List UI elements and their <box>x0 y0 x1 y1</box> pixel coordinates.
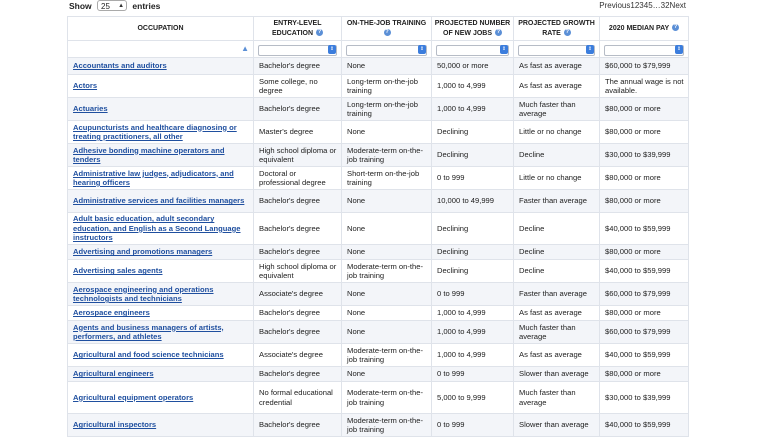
page-length-value: 25 <box>101 2 110 12</box>
training-cell: None <box>342 213 432 245</box>
pager-page-2[interactable]: 2 <box>634 1 640 10</box>
occupation-link[interactable]: Adult basic education, adult secondary education, and English as a Second Language instructors <box>73 214 241 243</box>
pager-page-3[interactable]: 3 <box>639 1 644 10</box>
occupation-cell <box>68 367 254 382</box>
occupation-cell <box>68 245 254 260</box>
filter-cell <box>600 41 689 58</box>
occupation-link[interactable]: Administrative law judges, adjudicators, and hearing officers <box>73 168 234 187</box>
training-cell: Moderate-term on-the-job training <box>342 344 432 367</box>
occupation-cell <box>68 58 254 75</box>
education-cell: Associate's degree <box>254 283 342 306</box>
column-label: ENTRY-LEVEL EDUCATION <box>271 19 322 37</box>
column-header-growth-rate[interactable] <box>514 17 600 41</box>
occupation-link[interactable]: Actuaries <box>73 104 108 114</box>
training-cell: None <box>342 245 432 260</box>
training-cell: None <box>342 283 432 306</box>
pay-cell: $30,000 to $39,999 <box>600 382 689 414</box>
pager-page-4[interactable]: 4 <box>643 1 649 10</box>
education-cell: Bachelor's degree <box>254 245 342 260</box>
table-row <box>68 98 689 121</box>
help-icon[interactable]: ? <box>673 24 678 31</box>
growth-cell: Slower than average <box>514 367 600 382</box>
occupation-link[interactable]: Acupuncturists and healthcare diagnosing or treating practitioners, all other <box>73 122 237 141</box>
table-row <box>68 414 689 437</box>
dropdown-arrows-icon: ⇕ <box>587 46 593 52</box>
training-filter-select[interactable] <box>346 45 427 56</box>
page-length-select[interactable] <box>97 0 127 11</box>
occupation-link[interactable]: Advertising and promotions managers <box>73 247 213 257</box>
filter-cell <box>254 41 342 58</box>
occupation-cell <box>68 167 254 190</box>
help-icon[interactable]: ? <box>565 29 569 36</box>
new-jobs-cell: 10,000 to 49,999 <box>432 190 514 213</box>
pager-page-1[interactable]: 1 <box>630 1 635 10</box>
new-jobs-cell: 1,000 to 4,999 <box>432 344 514 367</box>
pager-ellipsis: … <box>652 1 661 10</box>
growth-cell: Decline <box>514 144 600 167</box>
page-length-control <box>69 1 160 12</box>
pay-filter-select[interactable] <box>604 45 684 56</box>
growth-cell: Faster than average <box>514 190 600 213</box>
growth-cell: Decline <box>514 213 600 245</box>
new-jobs-cell: Declining <box>432 260 514 283</box>
training-cell: None <box>342 121 432 144</box>
dropdown-arrows-icon: ⇕ <box>501 46 507 52</box>
table-row <box>68 382 689 414</box>
pay-cell: $80,000 or more <box>600 167 689 190</box>
dropdown-arrows-icon: ⇕ <box>329 46 335 52</box>
help-icon[interactable]: ? <box>496 29 501 36</box>
table-row <box>68 190 689 213</box>
new-jobs-cell: 1,000 to 4,999 <box>432 98 514 121</box>
pager-previous[interactable]: Previous <box>599 1 631 10</box>
education-cell: Bachelor's degree <box>254 98 342 121</box>
occupation-link[interactable]: Adhesive bonding machine operators and tenders <box>73 145 225 164</box>
education-cell: Bachelor's degree <box>254 414 342 437</box>
select-arrows-icon: ▲ <box>118 3 125 10</box>
table-row <box>68 121 689 144</box>
table-row <box>68 367 689 382</box>
new-jobs-cell: 0 to 999 <box>432 414 514 437</box>
dropdown-arrows-icon: ⇕ <box>676 46 682 52</box>
occupation-link[interactable]: Agricultural engineers <box>73 369 154 379</box>
table-row <box>68 306 689 321</box>
pagination <box>599 1 686 10</box>
pay-cell: $40,000 to $59,999 <box>600 344 689 367</box>
training-cell: Long-term on-the-job training <box>342 75 432 98</box>
education-cell: High school diploma or equivalent <box>254 260 342 283</box>
occupation-link[interactable]: Aerospace engineering and operations technologists and technicians <box>73 284 214 303</box>
education-cell: Associate's degree <box>254 344 342 367</box>
training-cell: None <box>342 306 432 321</box>
training-cell: Moderate-term on-the-job training <box>342 260 432 283</box>
table-row <box>68 75 689 98</box>
column-header-median-pay[interactable] <box>600 17 689 41</box>
pager-page-last[interactable]: 32 <box>660 1 670 10</box>
occupation-cell <box>68 98 254 121</box>
column-header-education[interactable] <box>254 17 342 41</box>
new-jobs-cell: 5,000 to 9,999 <box>432 382 514 414</box>
growth-cell: Little or no change <box>514 121 600 144</box>
pay-cell: $80,000 or more <box>600 367 689 382</box>
growth-cell: As fast as average <box>514 75 600 98</box>
occupation-cell <box>68 144 254 167</box>
growth-cell: Little or no change <box>514 167 600 190</box>
growth-cell: As fast as average <box>514 344 600 367</box>
education-cell: Doctoral or professional degree <box>254 167 342 190</box>
growth-cell: Slower than average <box>514 414 600 437</box>
occupations-table <box>67 16 689 437</box>
table-row <box>68 167 689 190</box>
occupation-cell <box>68 190 254 213</box>
header-row <box>68 17 689 41</box>
new-jobs-cell: 50,000 or more <box>432 58 514 75</box>
help-icon[interactable]: ? <box>385 29 389 36</box>
pay-cell: $80,000 or more <box>600 190 689 213</box>
education-cell: Master's degree <box>254 121 342 144</box>
education-filter-select[interactable] <box>258 45 337 56</box>
growth-cell: As fast as average <box>514 58 600 75</box>
sort-ascending-icon[interactable]: ▲ <box>241 44 249 53</box>
training-cell: None <box>342 321 432 344</box>
new-jobs-cell: 1,000 to 4,999 <box>432 306 514 321</box>
filter-cell <box>342 41 432 58</box>
pay-cell: $80,000 or more <box>600 121 689 144</box>
new-jobs-cell: 0 to 999 <box>432 167 514 190</box>
training-cell: Long-term on-the-job training <box>342 98 432 121</box>
education-cell: Bachelor's degree <box>254 190 342 213</box>
filter-row <box>68 41 689 58</box>
column-label: OCCUPATION <box>137 24 184 32</box>
training-cell: None <box>342 58 432 75</box>
new-jobs-filter-select[interactable] <box>436 45 509 56</box>
show-label: Show <box>69 1 92 11</box>
pay-cell: $30,000 to $39,999 <box>600 144 689 167</box>
occupation-link[interactable]: Agents and business managers of artists, performers, and athletes <box>73 322 224 341</box>
table-row <box>68 283 689 306</box>
occupation-cell <box>68 382 254 414</box>
occupation-cell <box>68 213 254 245</box>
pay-cell: $40,000 to $59,999 <box>600 414 689 437</box>
table-row <box>68 58 689 75</box>
occupation-cell <box>68 283 254 306</box>
table-row <box>68 321 689 344</box>
education-cell: Bachelor's degree <box>254 58 342 75</box>
filter-cell <box>514 41 600 58</box>
growth-cell: Much faster than average <box>514 321 600 344</box>
growth-cell: As fast as average <box>514 306 600 321</box>
new-jobs-cell: Declining <box>432 245 514 260</box>
growth-cell: Decline <box>514 260 600 283</box>
occupation-link[interactable]: Aerospace engineers <box>73 308 150 318</box>
table-row <box>68 344 689 367</box>
occupation-cell <box>68 75 254 98</box>
table-row <box>68 144 689 167</box>
education-cell: Bachelor's degree <box>254 306 342 321</box>
education-cell: Bachelor's degree <box>254 367 342 382</box>
occupation-link[interactable]: Agricultural equipment operators <box>73 392 194 402</box>
column-label: PROJECTED GROWTH RATE <box>518 19 595 37</box>
column-label: ON-THE-JOB TRAINING <box>346 19 427 27</box>
training-cell: Short-term on-the-job training <box>342 167 432 190</box>
table-row <box>68 245 689 260</box>
column-header-occupation[interactable] <box>68 17 254 41</box>
table-controls <box>0 0 768 13</box>
pay-cell: $80,000 or more <box>600 306 689 321</box>
pay-cell: $40,000 to $59,999 <box>600 260 689 283</box>
occupation-cell <box>68 306 254 321</box>
training-cell: Moderate-term on-the-job training <box>342 382 432 414</box>
training-cell: None <box>342 190 432 213</box>
entries-label: entries <box>132 1 161 11</box>
sort-cell <box>68 41 254 58</box>
occupation-cell <box>68 260 254 283</box>
occupation-link[interactable]: Actors <box>73 81 98 91</box>
occupation-link[interactable]: Advertising sales agents <box>73 266 163 276</box>
pay-cell: The annual wage is not available. <box>600 75 689 98</box>
new-jobs-cell: 0 to 999 <box>432 367 514 382</box>
growth-cell: Decline <box>514 245 600 260</box>
pay-cell: $60,000 to $79,999 <box>600 321 689 344</box>
dropdown-arrows-icon: ⇕ <box>419 46 425 52</box>
education-cell: Some college, no degree <box>254 75 342 98</box>
column-label: PROJECTED NUMBER OF NEW JOBS <box>434 19 511 37</box>
column-header-new-jobs[interactable] <box>432 17 514 41</box>
new-jobs-cell: Declining <box>432 144 514 167</box>
occupation-cell <box>68 414 254 437</box>
training-cell: Moderate-term on-the-job training <box>342 144 432 167</box>
column-label: 2020 MEDIAN PAY <box>608 24 670 32</box>
help-icon[interactable]: ? <box>317 29 322 36</box>
new-jobs-cell: 1,000 to 4,999 <box>432 75 514 98</box>
training-cell: Moderate-term on-the-job training <box>342 414 432 437</box>
education-cell: Bachelor's degree <box>254 213 342 245</box>
occupation-link[interactable]: Administrative services and facilities managers <box>73 196 245 206</box>
pay-cell: $60,000 to $79,999 <box>600 283 689 306</box>
table-row <box>68 213 689 245</box>
column-header-training[interactable] <box>342 17 432 41</box>
occupation-link[interactable]: Accountants and auditors <box>73 61 167 71</box>
pay-cell: $80,000 or more <box>600 98 689 121</box>
filter-cell <box>432 41 514 58</box>
pay-cell: $80,000 or more <box>600 245 689 260</box>
new-jobs-cell: Declining <box>432 213 514 245</box>
occupation-cell <box>68 344 254 367</box>
occupation-link[interactable]: Agricultural inspectors <box>73 420 157 430</box>
education-cell: High school diploma or equivalent <box>254 144 342 167</box>
growth-filter-select[interactable] <box>518 45 595 56</box>
new-jobs-cell: 0 to 999 <box>432 283 514 306</box>
education-cell: Bachelor's degree <box>254 321 342 344</box>
education-cell: No formal educational credential <box>254 382 342 414</box>
pager-page-5[interactable]: 5 <box>648 1 653 10</box>
growth-cell: Much faster than average <box>514 382 600 414</box>
pager-next[interactable]: Next <box>669 1 686 10</box>
occupation-cell <box>68 321 254 344</box>
occupation-cell <box>68 121 254 144</box>
pay-cell: $40,000 to $59,999 <box>600 213 689 245</box>
growth-cell: Faster than average <box>514 283 600 306</box>
pay-cell: $60,000 to $79,999 <box>600 58 689 75</box>
table-row <box>68 260 689 283</box>
new-jobs-cell: Declining <box>432 121 514 144</box>
new-jobs-cell: 1,000 to 4,999 <box>432 321 514 344</box>
growth-cell: Much faster than average <box>514 98 600 121</box>
training-cell: None <box>342 367 432 382</box>
occupation-link[interactable]: Agricultural and food science technicians <box>73 350 224 360</box>
